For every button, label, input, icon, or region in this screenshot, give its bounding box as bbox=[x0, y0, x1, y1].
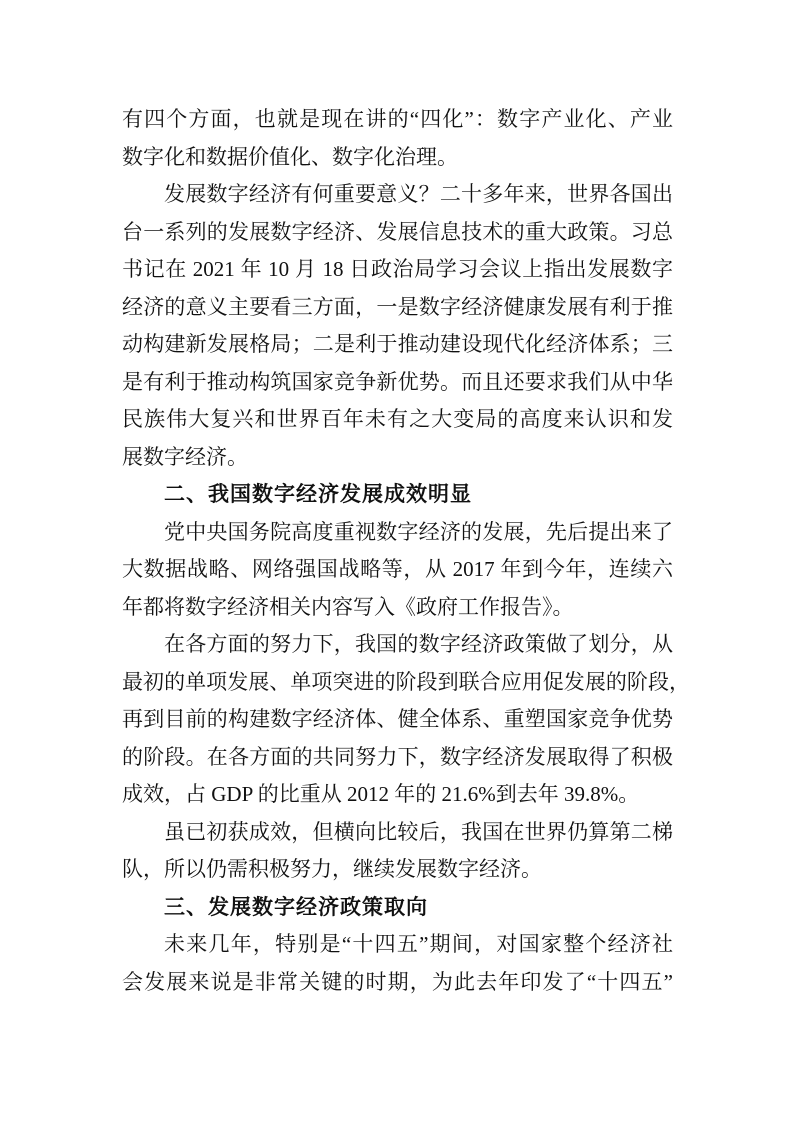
paragraph-line: 有四个方面，也就是现在讲的“四化”：数字产业化、产业 bbox=[122, 107, 673, 131]
section-heading: 三、发展数字经济政策取向 bbox=[164, 895, 428, 919]
paragraph-line: 数字化和数据价值化、数字化治理。 bbox=[122, 144, 458, 169]
paragraph-line: 台一系列的发展数字经济、发展信息技术的重大政策。习总 bbox=[122, 219, 673, 244]
paragraph-line: 动构建新发展格局；二是利于推动建设现代化经济体系；三 bbox=[122, 332, 673, 356]
paragraph-line: 民族伟大复兴和世界百年未有之大变局的高度来认识和发 bbox=[122, 407, 673, 431]
paragraph-line: 成效，占 GDP 的比重从 2012 年的 21.6%到去年 39.8%。 bbox=[122, 782, 640, 806]
section-heading: 二、我国数字经济发展成效明显 bbox=[164, 483, 472, 506]
paragraph-line: 再到目前的构建数字经济体、健全体系、重塑国家竞争优势 bbox=[122, 707, 673, 731]
paragraph-line: 在各方面的努力下，我国的数字经济政策做了划分，从 bbox=[164, 632, 673, 656]
document-page bbox=[122, 101, 690, 1001]
paragraph-line: 未来几年，特别是“十四五”期间，对国家整个经济社 bbox=[164, 932, 673, 956]
paragraph-line: 是有利于推动构筑国家竞争新优势。而且还要求我们从中华 bbox=[122, 369, 673, 394]
paragraph-line: 书记在 2021 年 10 月 18 日政治局学习会议上指出发展数字 bbox=[122, 257, 673, 281]
paragraph-line: 最初的单项发展、单项突进的阶段到联合应用促发展的阶段， bbox=[122, 669, 690, 694]
paragraph-line: 的阶段。在各方面的共同努力下，数字经济发展取得了积极 bbox=[122, 744, 673, 769]
paragraph-line: 队，所以仍需积极努力，继续发展数字经济。 bbox=[122, 857, 542, 881]
paragraph-line: 年都将数字经济相关内容写入《政府工作报告》。 bbox=[122, 594, 574, 619]
paragraph-line: 大数据战略、网络强国战略等，从 2017 年到今年，连续六 bbox=[122, 557, 673, 581]
paragraph-line: 经济的意义主要看三方面，一是数字经济健康发展有利于推 bbox=[122, 294, 673, 319]
paragraph-line: 会发展来说是非常关键的时期，为此去年印发了“十四五” bbox=[122, 969, 673, 994]
paragraph-line: 党中央国务院高度重视数字经济的发展，先后提出来了 bbox=[164, 519, 673, 544]
paragraph-line: 虽已初获成效，但横向比较后，我国在世界仍算第二梯 bbox=[164, 819, 673, 844]
paragraph-line: 发展数字经济有何重要意义？二十多年来，世界各国出 bbox=[164, 182, 673, 206]
paragraph-line: 展数字经济。 bbox=[122, 444, 248, 469]
